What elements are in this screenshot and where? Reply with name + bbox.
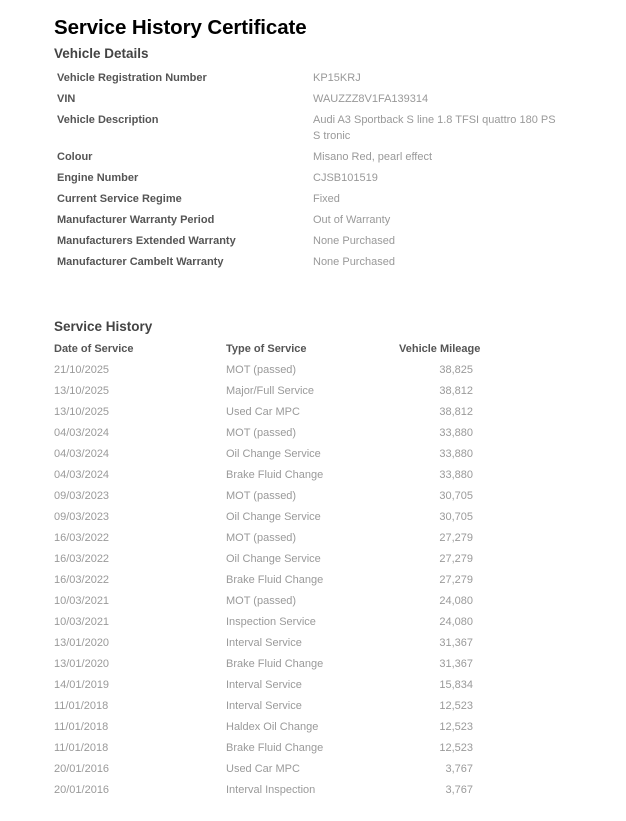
service-date: 16/03/2022 [54,574,110,586]
detail-label: Manufacturer Cambelt Warranty [57,256,224,268]
detail-value: WAUZZZ8V1FA139314 [313,93,429,105]
vehicle-details-table [57,70,577,275]
table-row [54,594,554,615]
service-date: 13/01/2020 [54,658,110,670]
service-date: 13/01/2020 [54,637,110,649]
table-row [54,720,554,741]
column-header-mileage: Vehicle Mileage [399,343,481,355]
service-type: Brake Fluid Change [226,469,324,481]
service-type: MOT (passed) [226,490,297,502]
service-date: 20/01/2016 [54,784,110,796]
service-date: 04/03/2024 [54,427,110,439]
service-date: 04/03/2024 [54,448,110,460]
service-type: Interval Service [226,679,302,691]
table-row [54,447,554,468]
service-mileage: 12,523 [439,700,473,712]
column-header-type: Type of Service [226,343,307,355]
service-date: 11/01/2018 [54,742,109,754]
detail-label: Current Service Regime [57,193,182,205]
service-date: 13/10/2025 [54,406,110,418]
detail-label: Manufacturers Extended Warranty [57,235,236,247]
detail-label: VIN [57,93,76,105]
service-mileage: 27,279 [439,553,473,565]
service-mileage: 38,812 [439,406,473,418]
detail-row [57,170,577,186]
service-type: Interval Service [226,637,302,649]
service-date: 11/01/2018 [54,721,109,733]
detail-row [57,112,577,144]
service-date: 09/03/2023 [54,511,110,523]
service-mileage: 30,705 [439,511,473,523]
service-type: Major/Full Service [226,385,315,397]
table-row [54,510,554,531]
detail-label: Colour [57,151,93,163]
detail-label: Vehicle Registration Number [57,72,207,84]
service-date: 10/03/2021 [54,616,110,628]
service-date: 04/03/2024 [54,469,110,481]
service-mileage: 12,523 [439,742,473,754]
detail-value: Misano Red, pearl effect [313,151,433,163]
service-date: 16/03/2022 [54,553,110,565]
table-row [54,531,554,552]
detail-value: None Purchased [313,256,395,268]
table-row [54,573,554,594]
detail-row [57,212,577,228]
service-mileage: 27,279 [439,532,473,544]
service-mileage: 24,080 [439,595,473,607]
service-type: MOT (passed) [226,427,297,439]
detail-value: Fixed [313,193,340,205]
service-type: Oil Change Service [226,511,321,523]
table-row [54,762,554,783]
table-row [54,615,554,636]
service-mileage: 38,825 [439,364,473,376]
service-mileage: 33,880 [439,427,473,439]
detail-label: Vehicle Description [57,114,159,126]
service-type: Haldex Oil Change [226,721,319,733]
table-row [54,405,554,426]
detail-label: Manufacturer Warranty Period [57,214,215,226]
table-row [54,783,554,804]
detail-value: CJSB101519 [313,172,378,184]
table-row [54,426,554,447]
service-type: Oil Change Service [226,553,321,565]
service-date: 21/10/2025 [54,364,110,376]
vehicle-details-heading: Vehicle Details [54,46,149,61]
service-history-table [54,363,554,804]
service-type: MOT (passed) [226,595,297,607]
detail-row [57,191,577,207]
service-date: 16/03/2022 [54,532,110,544]
service-mileage: 33,880 [439,469,473,481]
column-header-date: Date of Service [54,343,134,355]
service-type: Interval Service [226,700,302,712]
service-date: 11/01/2018 [54,700,109,712]
service-type: MOT (passed) [226,532,297,544]
table-row [54,741,554,762]
service-mileage: 27,279 [439,574,473,586]
table-row [54,678,554,699]
detail-row [57,233,577,249]
table-row [54,489,554,510]
detail-value: None Purchased [313,235,395,247]
service-date: 14/01/2019 [54,679,110,691]
service-type: Inspection Service [226,616,316,628]
page-title: Service History Certificate [54,16,307,39]
service-type: Brake Fluid Change [226,742,324,754]
table-row [54,636,554,657]
service-mileage: 30,705 [439,490,473,502]
service-mileage: 31,367 [439,637,473,649]
service-date: 09/03/2023 [54,490,110,502]
table-row [54,363,554,384]
detail-row [57,254,577,270]
service-type: Oil Change Service [226,448,321,460]
detail-row [57,91,577,107]
service-type: Used Car MPC [226,406,300,418]
service-mileage: 3,767 [445,784,473,796]
table-row [54,552,554,573]
service-mileage: 38,812 [439,385,473,397]
service-date: 10/03/2021 [54,595,110,607]
service-mileage: 33,880 [439,448,473,460]
service-date: 20/01/2016 [54,763,110,775]
service-type: Used Car MPC [226,763,300,775]
service-mileage: 15,834 [439,679,473,691]
table-row [54,384,554,405]
service-date: 13/10/2025 [54,385,110,397]
service-type: MOT (passed) [226,364,297,376]
detail-value: Out of Warranty [313,214,391,226]
table-row [54,699,554,720]
service-type: Interval Inspection [226,784,316,796]
detail-value: Audi A3 Sportback S line 1.8 TFSI quattro 180 PS S tronic [313,114,556,142]
service-mileage: 3,767 [445,763,473,775]
detail-label: Engine Number [57,172,139,184]
service-type: Brake Fluid Change [226,658,324,670]
service-mileage: 31,367 [439,658,473,670]
detail-value: KP15KRJ [313,72,361,84]
detail-row [57,70,577,86]
service-history-heading: Service History [54,319,153,334]
service-mileage: 12,523 [439,721,473,733]
service-type: Brake Fluid Change [226,574,324,586]
service-mileage: 24,080 [439,616,473,628]
table-row [54,657,554,678]
detail-row [57,149,577,165]
table-row [54,468,554,489]
